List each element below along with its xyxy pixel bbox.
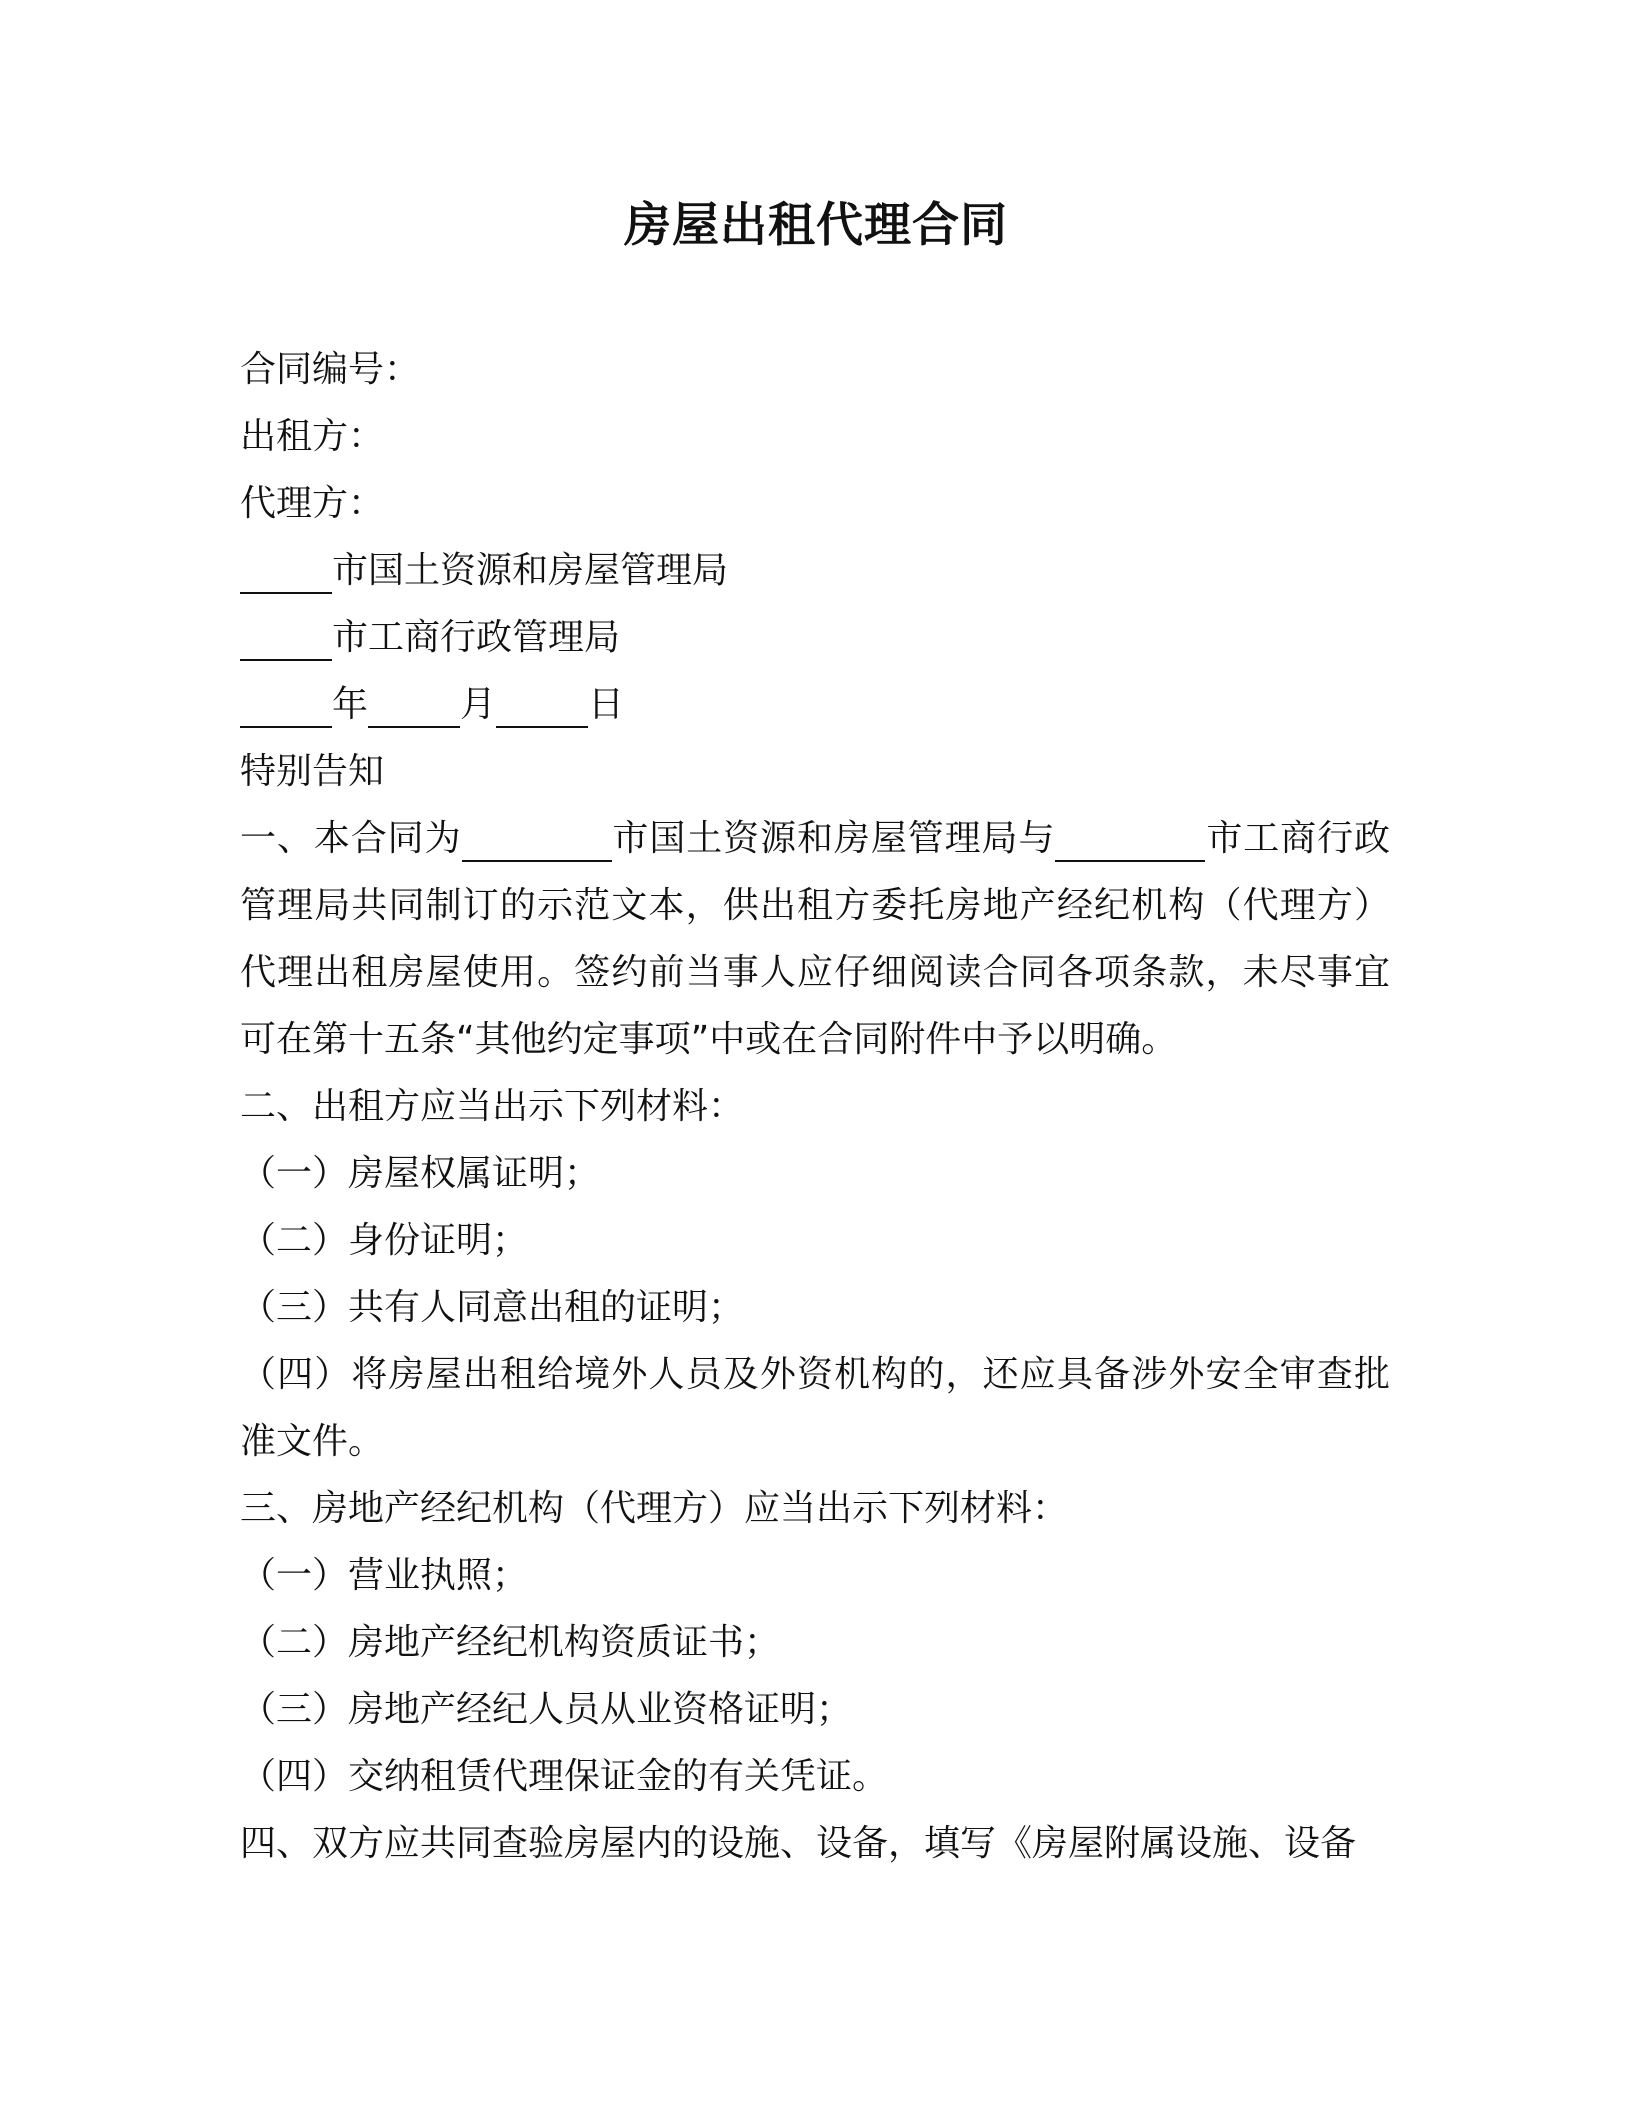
- blank-underline: [462, 820, 612, 862]
- blank-underline-month: [368, 686, 460, 728]
- blank-underline: [1055, 820, 1205, 862]
- notice-heading: 特别告知: [240, 751, 385, 792]
- clause-1: [240, 805, 1390, 1073]
- contract-number-label: 合同编号：: [240, 349, 421, 390]
- clause-3-heading: 三、房地产经纪机构（代理方）应当出示下列材料：: [240, 1488, 1069, 1529]
- land-bureau-line: [240, 537, 1390, 604]
- document-title: 房屋出租代理合同: [624, 198, 1008, 253]
- clause-2-item: （三）共有人同意出租的证明；: [240, 1287, 745, 1328]
- clause-2-item: （二）身份证明；: [240, 1220, 529, 1261]
- clause-2-item: （四）将房屋出租给境外人员及外资机构的，还应具备涉外安全审查批准文件。: [240, 1354, 1390, 1462]
- clause-3-item: （一）营业执照；: [240, 1555, 529, 1596]
- clause-3-item: （二）房地产经纪机构资质证书；: [240, 1622, 781, 1663]
- lessor-label: 出租方：: [240, 416, 385, 457]
- blank-underline-day: [496, 686, 588, 728]
- commerce-bureau-name: 市工商行政管理局: [332, 617, 621, 658]
- date-year-label: 年: [332, 684, 369, 725]
- clause-3-item: （三）房地产经纪人员从业资格证明；: [240, 1689, 853, 1730]
- blank-underline-year: [240, 686, 332, 728]
- blank-underline: [240, 619, 332, 661]
- clause-1-part-b: 市国土资源和房屋管理局与: [611, 818, 1056, 859]
- clause-2-heading: 二、出租方应当出示下列材料：: [240, 1086, 745, 1127]
- clause-1-part-c: 市工商行政管理局共同制订的示范文本，供出租方委托房地产经纪机构（代理方）代理出租房屋使用。签约前当事人应仔细阅读合同各项条款，未尽事宜可在第十五条“其他约定事项”中或在合同附件中予以明确。: [240, 818, 1390, 1060]
- clause-2-item: （一）房屋权属证明；: [240, 1153, 601, 1194]
- blank-underline: [240, 552, 332, 594]
- commerce-bureau-line: [240, 604, 1390, 671]
- clause-1-part-a: 一、本合同为: [240, 818, 462, 859]
- document-body: [240, 336, 1390, 1877]
- land-bureau-name: 市国土资源和房屋管理局: [332, 550, 729, 591]
- date-month-label: 月: [460, 684, 497, 725]
- clause-4-text: 四、双方应共同查验房屋内的设施、设备，填写《房屋附属设施、设备: [240, 1823, 1357, 1864]
- date-line: [240, 671, 1390, 738]
- clause-3-item: （四）交纳租赁代理保证金的有关凭证。: [240, 1756, 889, 1797]
- agent-label: 代理方：: [240, 483, 385, 524]
- date-day-label: 日: [588, 684, 625, 725]
